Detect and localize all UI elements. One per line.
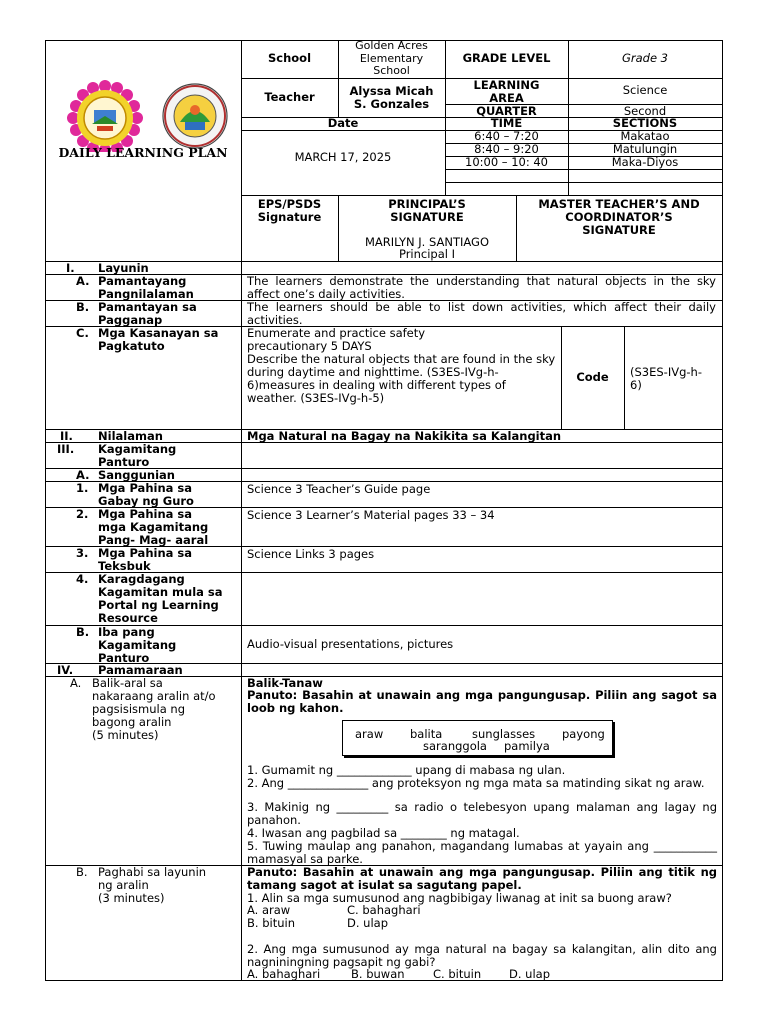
time-label: TIME: [490, 116, 523, 130]
sanggunian-label: Sanggunian: [98, 468, 175, 482]
learning-area-value: Science: [622, 83, 668, 97]
grid-line: [445, 182, 723, 183]
balik-tanaw-item: 2. Ang ______________ ang proteksyon ng mga mata sa matinding sikat ng araw.: [247, 776, 705, 790]
section-number: III.: [57, 442, 75, 456]
answer-choice: A. bahaghari: [247, 967, 321, 981]
balik-tanaw-item: 4. Iwasan ang pagbilad sa ________ ng matagal.: [247, 826, 520, 840]
word-choice: araw: [355, 727, 384, 741]
pamantayang-pangnilalaman-text: The learners demonstrate the understanding that natural objects in the sky affect one’s daily activities.: [247, 274, 716, 301]
code-label: Code: [576, 370, 609, 384]
word-choice-box: [342, 720, 613, 756]
grid-line: [624, 326, 625, 429]
item-letter: B.: [76, 300, 90, 314]
balik-tanaw-item: 3. Makinig ng _________ sa radio o telebesyon upang malaman ang lagay ng panahon.: [247, 800, 717, 827]
quarter-value: Second: [623, 104, 667, 118]
learners-material-text: Science 3 Learner’s Material pages 33 – 34: [247, 508, 495, 522]
code-value: (S3ES-IVg-h- 6): [630, 365, 702, 392]
item-letter: C.: [76, 326, 89, 340]
iba-pang-kagamitang-panturo-label: Iba pang Kagamitang Panturo: [98, 625, 177, 665]
sections-label: SECTIONS: [612, 116, 678, 130]
school-value: Golden Acres Elementary School: [355, 39, 428, 77]
plan-title: DAILY LEARNING PLAN: [58, 145, 228, 160]
column-divider: [241, 40, 242, 981]
answer-choice: D. ulap: [509, 967, 550, 981]
item-letter: A.: [76, 274, 90, 288]
teksbuk-label: Mga Pahina sa Teksbuk: [98, 546, 193, 573]
item-number: 2.: [76, 507, 89, 521]
paghabi-question-2: 2. Ang mga sumusunod ay mga natural na bagay sa kalangitan, alin dito ang nagniningning pagsapit ng gabi?: [247, 942, 717, 969]
school-seal-logo: [65, 80, 148, 152]
item-letter: B.: [76, 625, 90, 639]
section-heading-layunin: Layunin: [98, 261, 149, 275]
section-name: Maka-Diyos: [611, 155, 679, 169]
date-value: MARCH 17, 2025: [294, 150, 392, 164]
grid-line: [445, 169, 723, 170]
word-choice: saranggola: [423, 739, 487, 753]
kasanayan-sa-pagkatuto-label: Mga Kasanayan sa Pagkatuto: [98, 326, 219, 353]
section-heading-kagamitang-panturo: Kagamitang Panturo: [98, 442, 177, 469]
word-choice: payong: [562, 727, 605, 741]
division-seal-logo: [157, 82, 233, 150]
answer-choice: B. bituin: [247, 916, 295, 930]
section-number: IV.: [57, 663, 74, 677]
time-slot: 8:40 – 9:20: [474, 142, 539, 156]
teacher-value: Alyssa Micah S. Gonzales: [349, 84, 434, 111]
balik-tanaw-item: 5. Tuwing maulap ang panahon, magandang lumabas at yayain ang ___________ mamasyal sa parke.: [247, 839, 717, 866]
item-number: 1.: [76, 481, 89, 495]
grid-line: [241, 195, 723, 196]
item-letter: A.: [76, 468, 90, 482]
learning-area-label: LEARNING AREA: [473, 78, 540, 105]
table-border-left: [45, 40, 46, 981]
iba-pang-kagamitan-text: Audio-visual presentations, pictures: [247, 637, 454, 651]
section-name: Matulungin: [612, 142, 678, 156]
kagamitang-pang-mag-aaral-label: Mga Pahina sa mga Kagamitang Pang- Mag- aaral: [98, 507, 209, 547]
balik-aral-label: Balik-aral sa nakaraang aralin at/o pagsisismula ng bagong aralin (5 minutes): [92, 676, 216, 742]
master-teacher-signature-label: MASTER TEACHER’S AND COORDINATOR’S SIGNATURE: [538, 197, 700, 237]
word-choice: pamilya: [504, 739, 550, 753]
grade-level-value: Grade 3: [621, 51, 669, 65]
teksbuk-text: Science Links 3 pages: [247, 547, 375, 561]
section-number: II.: [60, 429, 73, 443]
pamantayan-sa-pagganap-text: The learners should be able to list down activities, which affect their daily activities.: [247, 300, 716, 327]
pamantayang-pangnilalaman-label: Pamantayang Pangnilalaman: [98, 274, 194, 301]
kasanayan-sa-pagkatuto-text: Enumerate and practice safety precautionary 5 DAYS Describe the natural objects that are found in the sky during daytime and nighttime. (S3ES-IVg-h-6)measures in dealing with different types of weather. (S3ES-IVg-h-5): [247, 326, 556, 405]
gabay-ng-guro-label: Mga Pahina sa Gabay ng Guro: [98, 481, 194, 508]
section-name: Makatao: [620, 129, 670, 143]
answer-choice: B. buwan: [351, 967, 405, 981]
nilalaman-text: Mga Natural na Bagay na Nakikita sa Kalangitan: [247, 429, 562, 443]
eps-psds-signature-label: EPS/PSDS Signature: [257, 197, 322, 224]
word-choice: sunglasses: [472, 727, 536, 741]
paghabi-question-1: 1. Alin sa mga sumusunod ang nagbibigay liwanag at init sa buong araw?: [247, 891, 672, 905]
gabay-ng-guro-text: Science 3 Teacher’s Guide page: [247, 482, 431, 496]
balik-tanaw-title: Balik-Tanaw: [247, 676, 323, 690]
balik-tanaw-item: 1. Gumamit ng _____________ upang di mabasa ng ulan.: [247, 763, 566, 777]
karagdagang-kagamitan-label: Karagdagang Kagamitan mula sa Portal ng Learning Resource: [98, 572, 223, 625]
time-slot: 10:00 – 10: 40: [465, 155, 548, 169]
item-number: 4.: [76, 572, 89, 586]
time-slot: 6:40 – 7:20: [474, 129, 539, 143]
school-label: School: [267, 51, 312, 65]
item-number: 3.: [76, 546, 89, 560]
quarter-label: QUARTER: [476, 104, 537, 118]
answer-choice: C. bahaghari: [347, 903, 421, 917]
paghabi-instruction: Panuto: Basahin at unawain ang mga pangungusap. Piliin ang titik ng tamang sagot at isulat sa sagutang papel.: [247, 865, 717, 892]
answer-choice: C. bituin: [433, 967, 482, 981]
balik-tanaw-instruction: Panuto: Basahin at unawain ang mga pangungusap. Piliin ang sagot sa loob ng kahon.: [247, 688, 717, 715]
paghabi-sa-layunin-label: Paghabi sa layunin ng aralin (3 minutes): [98, 865, 207, 905]
section-heading-pamamaraan: Pamamaraan: [98, 663, 183, 677]
principal-title: Principal I: [398, 247, 456, 261]
principal-name: MARILYN J. SANTIAGO: [364, 235, 490, 249]
grade-level-label: GRADE LEVEL: [462, 51, 551, 65]
answer-choice: A. araw: [247, 903, 291, 917]
answer-choice: D. ulap: [347, 916, 388, 930]
section-heading-nilalaman: Nilalaman: [98, 429, 163, 443]
date-label: Date: [327, 116, 359, 130]
item-letter: B.: [76, 865, 88, 879]
pamantayan-sa-pagganap-label: Pamantayan sa Pagganap: [98, 300, 197, 327]
section-number: I.: [66, 261, 75, 275]
principal-signature-label: PRINCIPAL’S SIGNATURE: [388, 197, 466, 224]
teacher-label: Teacher: [264, 90, 315, 104]
word-choice: balita: [410, 727, 443, 741]
item-letter: A.: [70, 676, 82, 690]
